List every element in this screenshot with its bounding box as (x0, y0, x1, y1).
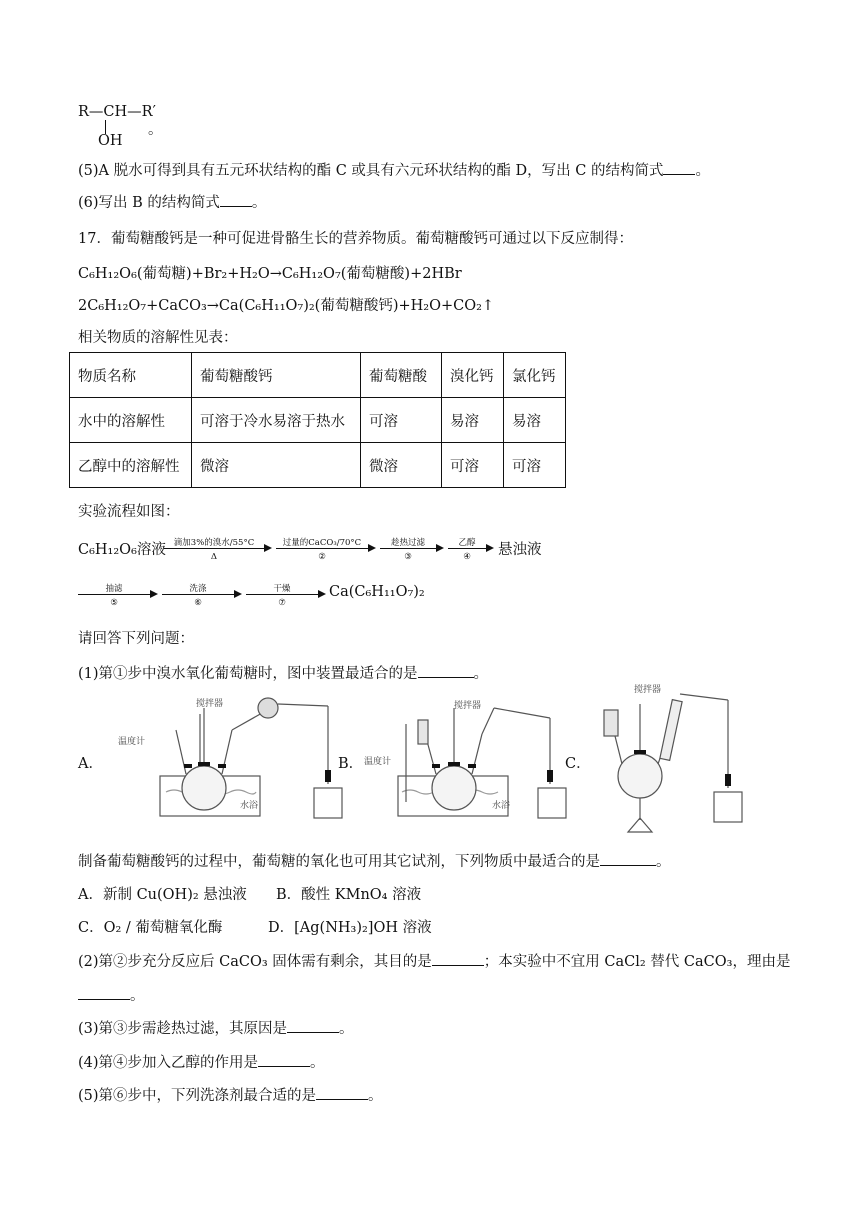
sub-question-1 (78, 662, 488, 683)
table-cell: 易溶 (504, 398, 566, 443)
formula-vertical-bond (105, 120, 106, 134)
answer-blank[interactable] (78, 999, 130, 1000)
sub-question-1b-end: 。 (656, 854, 671, 870)
option-letter-b: B． (338, 756, 364, 772)
water-bath-label-a: 水浴 (240, 801, 259, 811)
stirrer-label-c: 搅拌器 (634, 685, 662, 695)
table-intro: 相关物质的溶解性见表： (78, 330, 238, 346)
solubility-table (69, 352, 566, 488)
stirrer-label-b: 搅拌器 (454, 701, 482, 711)
sub-question-1b (78, 850, 671, 871)
option-b[interactable]: B．酸性 KMnO₄ 溶液 (276, 887, 422, 903)
thermometer-label-a: 温度计 (118, 737, 146, 747)
table-cell: 可溶 (442, 443, 504, 488)
apparatus-c-diagram (590, 680, 760, 840)
table-cell: 水中的溶解性 (70, 398, 192, 443)
formula-r: R (78, 104, 89, 120)
table-cell: 可溶于冷水易溶于热水 (192, 398, 361, 443)
sub-question-2-end: 。 (130, 988, 145, 1004)
sub-question-4-text: (4)第④步加入乙醇的作用是 (78, 1055, 259, 1071)
table-cell: 微溶 (361, 443, 442, 488)
question-5-text: (5)A 脱水可得到具有五元环状结构的酯 C 或具有六元环状结构的酯 D，写出 C 的结构简式 (78, 163, 664, 179)
question-6-end: 。 (251, 195, 267, 211)
sub-question-3-text: (3)第③步需趁热过滤，其原因是 (78, 1021, 288, 1037)
answer-blank[interactable] (287, 1032, 339, 1033)
question-17-intro: 17．葡萄糖酸钙是一种可促进骨骼生长的营养物质。葡萄糖酸钙可通过以下反应制得： (78, 231, 633, 247)
drying-tube-a (258, 698, 278, 718)
answer-blank[interactable] (663, 174, 695, 175)
flow-start: C₆H₁₂O₆溶液 (78, 542, 166, 558)
table-cell: 可溶 (361, 398, 442, 443)
beaker-a (314, 788, 342, 818)
table-header-cell: 葡萄糖酸钙 (192, 353, 361, 398)
formula-oh: OH (98, 133, 123, 149)
table-cell: 微溶 (192, 443, 361, 488)
thermometer-label-b: 温度计 (364, 757, 392, 767)
table-header-cell: 氯化钙 (504, 353, 566, 398)
flow-arrow-step: ⑥ (194, 598, 202, 608)
structural-formula (78, 104, 156, 120)
sub-question-2-cont (78, 984, 145, 1005)
answer-blank[interactable] (316, 1099, 368, 1100)
flask-c (618, 754, 662, 798)
flow-arrow-condition: 趁热过滤 (390, 538, 425, 548)
formula-bond: — (88, 104, 104, 120)
option-d[interactable]: D．[Ag(NH₃)₂]OH 溶液 (268, 920, 432, 936)
formula-ch: CH (103, 104, 128, 120)
answer-blank[interactable] (600, 865, 656, 866)
sub-question-1-end: 。 (473, 666, 489, 682)
flask-b (432, 766, 476, 810)
sub-question-2-text-a: (2)第②步充分反应后 CaCO₃ 固体需有剩余，其目的是 (78, 954, 432, 970)
beaker-c (714, 792, 742, 822)
flow-arrow-step: ⑤ (110, 598, 118, 608)
table-header-cell: 葡萄糖酸 (361, 353, 442, 398)
sub-question-2 (78, 950, 790, 971)
option-letter-c: C． (565, 756, 591, 772)
table-cell: 易溶 (442, 398, 504, 443)
sub-question-1b-text: 制备葡萄糖酸钙的过程中，葡萄糖的氧化也可用其它试剂，下列物质中最适合的是 (78, 854, 600, 870)
beaker-b (538, 788, 566, 818)
flow-arrow-condition: 过量的CaCO₃/70°C (282, 538, 362, 548)
flow-end: Ca(C₆H₁₁O₇)₂ (329, 584, 425, 600)
equation-1: C₆H₁₂O₆(葡萄糖)+Br₂+H₂O→C₆H₁₂O₇(葡萄糖酸)+2HBr (78, 266, 462, 282)
table-cell: 乙醇中的溶解性 (70, 443, 192, 488)
stirrer-label-a: 搅拌器 (196, 699, 224, 709)
flow-arrow-condition: 抽滤 (105, 584, 123, 594)
question-6 (78, 191, 266, 212)
apparatus-a-diagram (100, 684, 360, 840)
answer-blank[interactable] (418, 677, 474, 678)
flow-arrow-condition: 洗涤 (189, 584, 207, 594)
question-5 (78, 159, 710, 180)
flow-arrow-condition: 干燥 (273, 584, 291, 594)
flow-intro: 实验流程如图： (78, 504, 180, 520)
answer-blank[interactable] (432, 965, 484, 966)
condenser-c (660, 700, 682, 761)
sub-question-1-text: (1)第①步中溴水氧化葡萄糖时，图中装置最适合的是 (78, 666, 418, 682)
apparatus-b-diagram (362, 684, 572, 840)
table-header-cell: 溴化钙 (442, 353, 504, 398)
answer-intro: 请回答下列问题： (78, 631, 194, 647)
table-header-cell: 物质名称 (70, 353, 192, 398)
answer-blank[interactable] (258, 1066, 310, 1067)
question-6-text: (6)写出 B 的结构简式 (78, 195, 220, 211)
flow-arrow-condition: 乙醇 (458, 538, 476, 548)
table-header-row (70, 353, 566, 398)
flow-arrow-step: ② (318, 552, 326, 562)
question-5-end: 。 (695, 163, 710, 179)
option-a[interactable]: A．新制 Cu(OH)₂ 悬浊液 (78, 887, 247, 903)
sub-question-4-end: 。 (310, 1055, 325, 1071)
answer-blank[interactable] (220, 206, 252, 207)
flow-arrow-step: ⑦ (278, 598, 286, 608)
flow-arrow-step: Δ (210, 552, 218, 562)
sub-question-5-end: 。 (368, 1088, 383, 1104)
sub-question-3 (78, 1017, 354, 1038)
formula-bond: — (127, 104, 142, 120)
table-row (70, 443, 566, 488)
equation-2: 2C₆H₁₂O₇+CaCO₃→Ca(C₆H₁₁O₇)₂(葡萄糖酸钙)+H₂O+CO₂↑ (78, 298, 495, 314)
water-bath-label-b: 水浴 (492, 801, 511, 811)
flow-arrow-step: ③ (404, 552, 412, 562)
sub-question-5 (78, 1084, 383, 1105)
flask-a (182, 766, 226, 810)
flow-arrow-condition: 滴加3%的溴水/55°C (173, 538, 255, 548)
formula-rprime: R′ (141, 104, 156, 120)
sub-question-4 (78, 1051, 325, 1072)
flow-mid: 悬浊液 (498, 542, 542, 558)
sub-question-5-text: (5)第⑥步中，下列洗涤剂最合适的是 (78, 1088, 317, 1104)
sub-question-3-end: 。 (339, 1021, 354, 1037)
formula-period: 。 (148, 122, 163, 138)
table-cell: 可溶 (504, 443, 566, 488)
option-letter-a: A． (78, 756, 103, 772)
sub-question-2-text-b: ；本实验中不宜用 CaCl₂ 替代 CaCO₃，理由是 (483, 954, 791, 970)
flow-arrow-step: ④ (463, 552, 471, 562)
table-row (70, 398, 566, 443)
option-c[interactable]: C．O₂ / 葡萄糖氧化酶 (78, 920, 223, 936)
